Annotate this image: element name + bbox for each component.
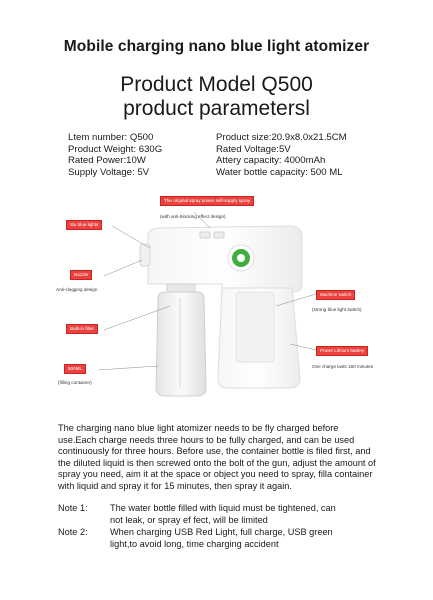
note-1-label: Note 1: — [58, 503, 88, 513]
spec-product-size: Product size:20.9x8.0x21.5CM — [216, 132, 347, 143]
params-title: product parametersl — [123, 97, 310, 120]
spec-list — [68, 132, 418, 178]
label-nozzle: Nozzle — [70, 270, 92, 280]
caption-anti-blocking: (with anti-blocking effect design) — [160, 214, 226, 219]
caption-charge-duration: One charge lasts 180 minutes — [312, 364, 374, 369]
spec-bottle-capacity: Water bottle capacity: 500 ML — [216, 166, 343, 178]
caption-filling-container: (filling container) — [58, 380, 92, 385]
note-2-label: Note 2: — [58, 527, 88, 537]
product-diagram — [0, 188, 433, 403]
label-machine-switch: Machine switch — [316, 290, 355, 300]
caption-blue-light-switch: (strong blue light switch) — [312, 307, 362, 312]
usage-paragraph: The charging nano blue light atomizer needs to be fly charged before use.Each charge needs three hours to be fully charged, and can be used continuously for three hours. Before use, the container bottle is filed first, and the diluted liquid is then screwed onto the bolt of the gun, adjust the amount of spray you need, aim it at the space or object you need to spray, filla container with liquid and spray it for 15 minutes, then spray it again. — [58, 423, 376, 491]
note-2-text: When charging USB Red Light, full charge, USB green — [110, 527, 333, 537]
note-1-continued: not leak, or spray ef fect, will be limited — [110, 514, 268, 525]
label-built-in-filter: Built-in filter — [66, 324, 98, 334]
spec-battery-capacity: Attery capacity: 4000mAh — [216, 155, 326, 167]
spec-rated-voltage: Rated Voltage:5V — [216, 143, 291, 155]
page-headline: Mobile charging nano blue light atomizer — [63, 38, 370, 55]
gun-housing — [148, 226, 302, 292]
label-spray-power: The original spray power self-supply spray — [160, 196, 254, 206]
note-1 — [58, 503, 388, 526]
label-500ml: 500ML — [64, 364, 86, 374]
spec-weight: Product Weight: 630G — [68, 143, 163, 155]
bottle — [156, 292, 206, 396]
label-six-blue-lights: Six blue lights — [66, 220, 102, 230]
note-2 — [58, 527, 388, 550]
caption-anti-clogging: Anti-clogging design — [56, 287, 98, 292]
spec-supply-voltage: Supply Voltage: 5V — [68, 166, 150, 178]
note-2-continued: light,to avoid long, time charging accident — [110, 538, 279, 549]
spec-item-number: Ltem number: Q500 — [68, 132, 154, 143]
note-1-text: The water bottle filled with liquid must be tightened, can — [110, 503, 336, 513]
label-power-battery: Power Lithium battery — [316, 346, 368, 356]
spec-rated-power: Rated Power:10W — [68, 155, 146, 167]
model-title: Product Model Q500 — [120, 73, 313, 96]
